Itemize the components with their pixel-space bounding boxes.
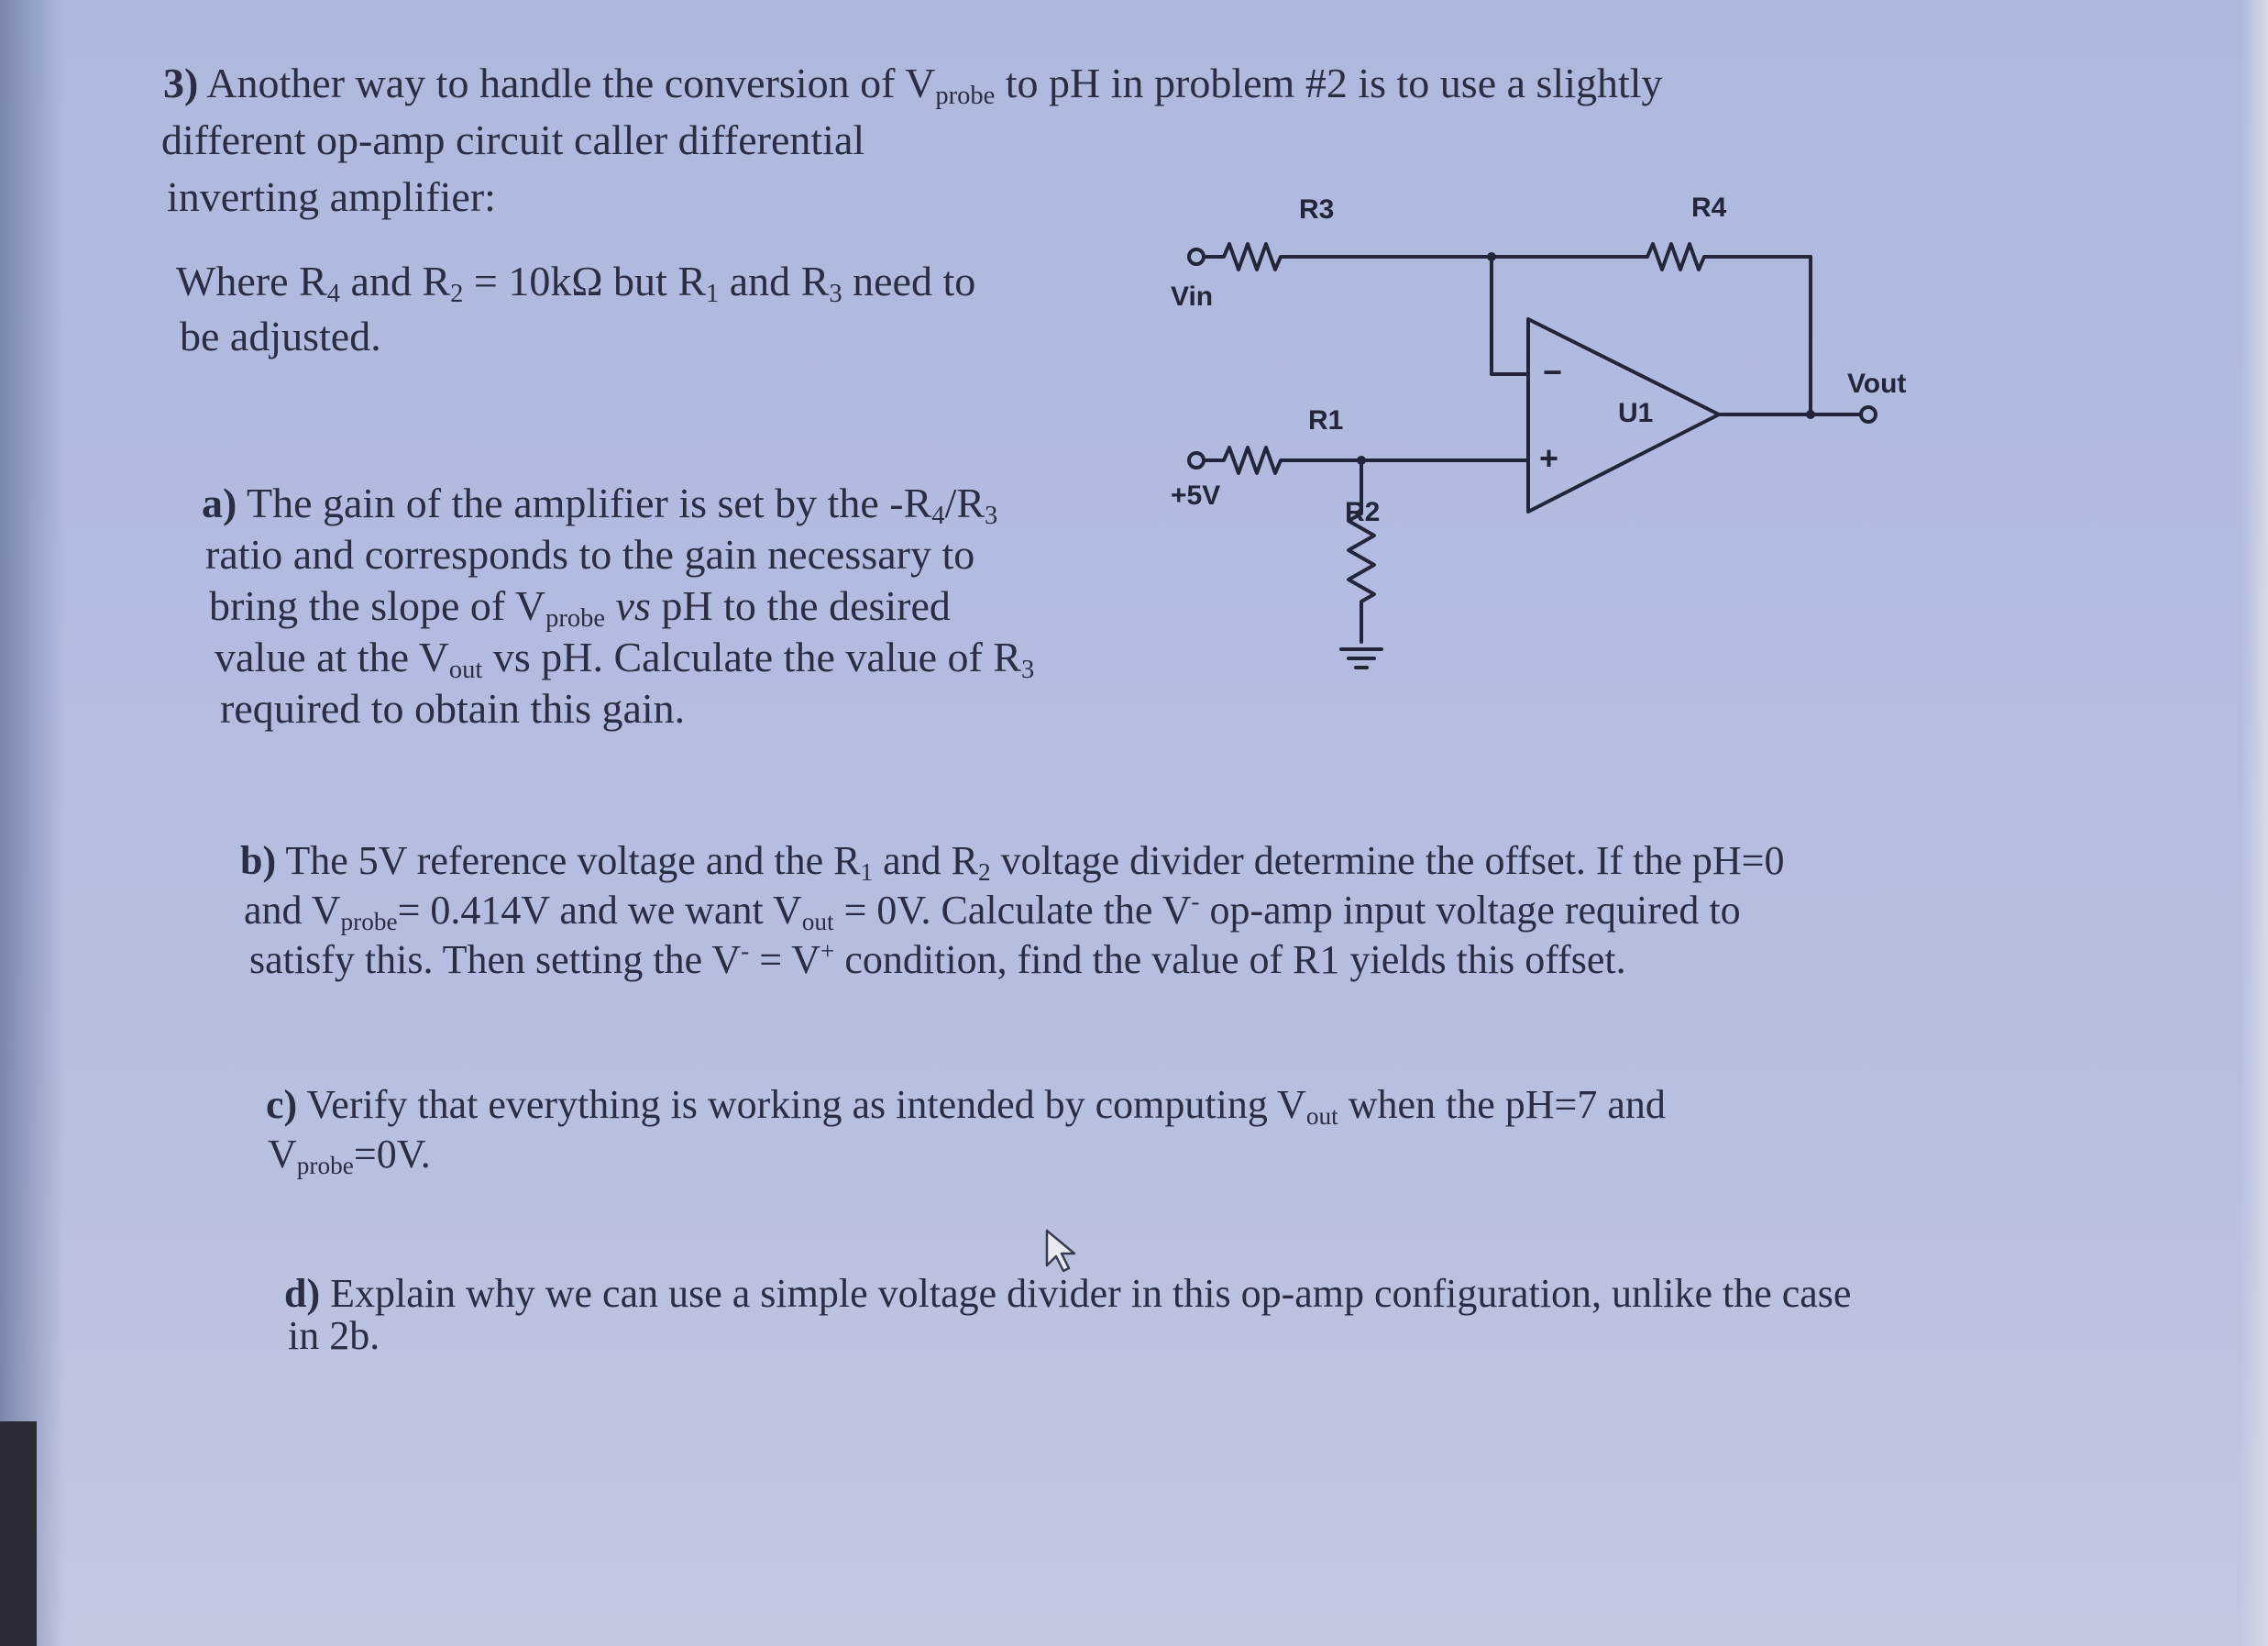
- r1-resistor: [1204, 447, 1297, 473]
- part-a-line5: required to obtain this gain.: [220, 685, 686, 732]
- label-r1: R1: [1308, 405, 1344, 436]
- part-a-line3: bring the slope of $V_{probe}$ vs pH to the desired: [209, 582, 951, 634]
- where-line2: be adjusted.: [180, 313, 381, 359]
- r4-resistor: [1632, 244, 1721, 270]
- label-r3: R3: [1299, 194, 1335, 225]
- problem-title-line3: inverting amplifier:: [167, 173, 496, 220]
- label-r2: R2: [1345, 497, 1381, 527]
- part-a-line4: value at the $V_{out}$ vs pH. Calculate the value of $R_3$: [215, 634, 1035, 685]
- part-d-line2: in 2b.: [288, 1313, 380, 1358]
- vout-terminal: [1861, 407, 1876, 422]
- label-vin: Vin: [1171, 282, 1214, 312]
- v5-terminal: [1189, 453, 1204, 468]
- part-c-line1: c) Verify that everything is working as intended by computing $V_{out}$ when the pH=7 and: [266, 1082, 1666, 1130]
- part-c-line2: $V_{probe}=0V$.: [268, 1132, 431, 1179]
- label-plus: +: [1539, 439, 1559, 477]
- where-line1: Where $R_4$ and $R_2 = 10k\Omega$ but $R_1$ and $R_3$ need to: [176, 258, 976, 309]
- vin-terminal: [1189, 249, 1204, 264]
- bottom-left-dark-edge: [0, 1421, 37, 1646]
- label-minus: −: [1543, 353, 1563, 391]
- part-b-line3: satisfy this. Then setting the V- = V+ condition, find the value of R1 yields this offset.: [249, 937, 1626, 982]
- label-r4: R4: [1691, 193, 1727, 223]
- r2-resistor: [1349, 460, 1374, 642]
- part-b-line1: b) The 5V reference voltage and the $R_1$ and $R_2$ voltage divider determine the offset. If the pH=0: [240, 838, 1785, 886]
- problem-title-line1: 3) Another way to handle the conversion of $V_{probe}$ to pH in problem #2 is to use a slightly: [163, 60, 1663, 111]
- part-b-line2: and $V_{probe}= 0.414V$ and we want $V_{out} = 0V$. Calculate the V- op-amp input voltage required to: [244, 888, 1741, 935]
- node-output: [1806, 410, 1815, 419]
- differential-amplifier-schematic: [1151, 183, 1957, 697]
- label-v5: +5V: [1171, 481, 1221, 511]
- part-a-line2: ratio and corresponds to the gain necessary to: [205, 531, 975, 578]
- part-d-line1: d) Explain why we can use a simple voltage divider in this op-amp configuration, unlike the case: [284, 1271, 1852, 1316]
- label-vout: Vout: [1847, 369, 1907, 399]
- inverting-input-wire: [1492, 257, 1528, 374]
- label-u1: U1: [1618, 398, 1654, 428]
- problem-title-line2: different op-amp circuit caller differential: [161, 116, 865, 163]
- left-shadow: [0, 0, 64, 1646]
- part-a-line1: a) The gain of the amplifier is set by the $-R_4/R_3$: [202, 480, 998, 531]
- r3-resistor: [1204, 244, 1297, 270]
- mouse-cursor-icon: [1043, 1229, 1080, 1275]
- right-edge-highlight: [2240, 0, 2268, 1646]
